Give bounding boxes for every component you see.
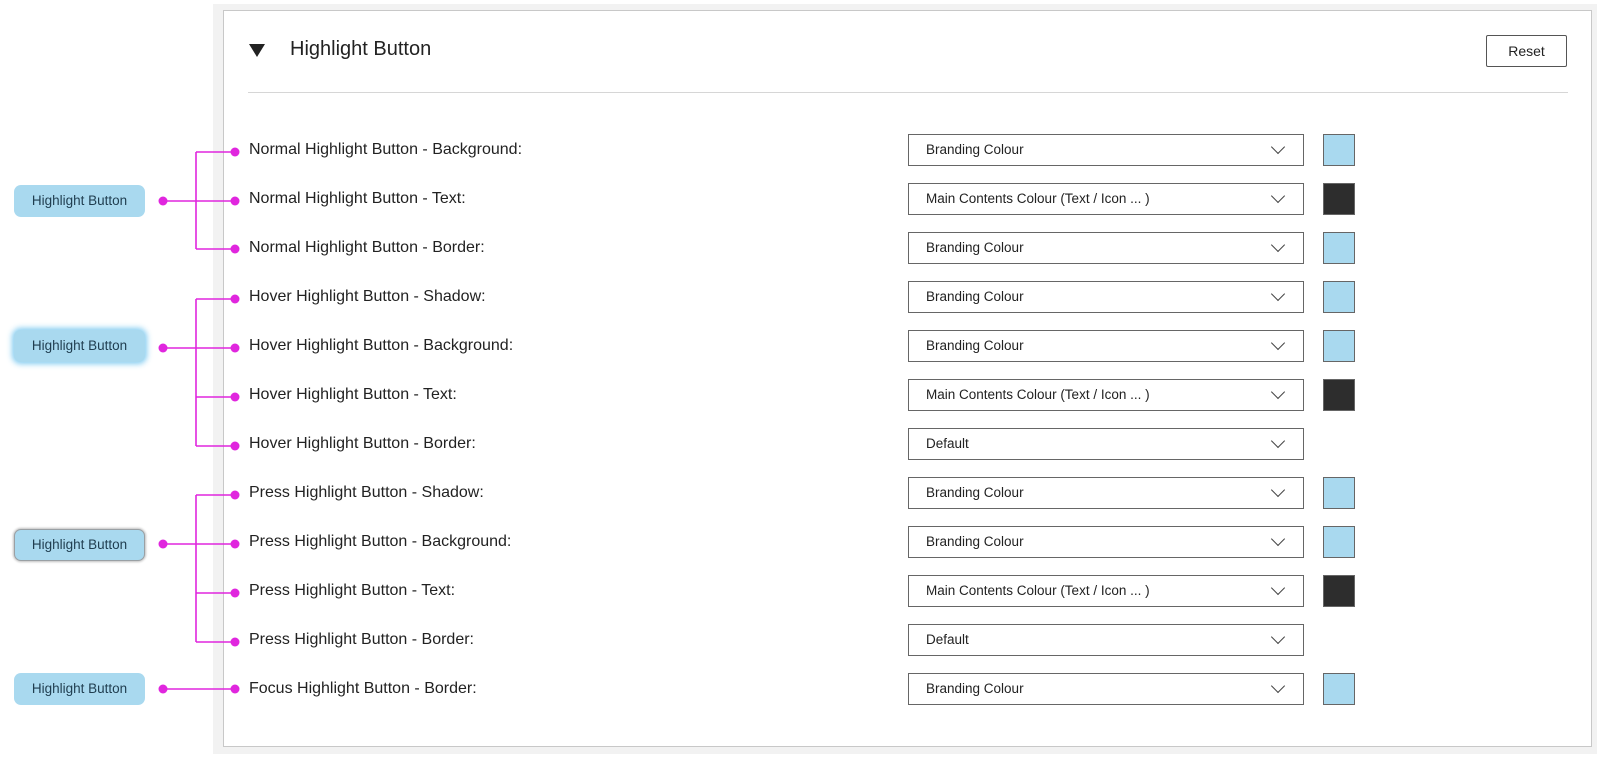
setting-label: Hover Highlight Button - Border: xyxy=(249,435,476,452)
preview-focus-highlight-button[interactable]: Highlight Button xyxy=(14,673,145,705)
select-value: Branding Colour xyxy=(926,534,1024,549)
colour-swatch[interactable] xyxy=(1323,379,1355,411)
connector-group-hover xyxy=(163,299,235,446)
select-value: Branding Colour xyxy=(926,338,1024,353)
setting-row-hover-shadow xyxy=(0,281,1600,313)
colour-select[interactable] xyxy=(908,526,1304,558)
colour-swatch[interactable] xyxy=(1323,673,1355,705)
setting-row-hover-border xyxy=(0,428,1600,460)
colour-select[interactable] xyxy=(908,624,1304,656)
setting-label: Hover Highlight Button - Text: xyxy=(249,386,457,403)
select-value: Branding Colour xyxy=(926,142,1024,157)
colour-swatch[interactable] xyxy=(1323,477,1355,509)
select-value: Branding Colour xyxy=(926,289,1024,304)
colour-swatch[interactable] xyxy=(1323,575,1355,607)
panel-title: Highlight Button xyxy=(290,38,432,60)
colour-select[interactable] xyxy=(908,232,1304,264)
colour-select[interactable] xyxy=(908,428,1304,460)
colour-select[interactable] xyxy=(908,183,1304,215)
chevron-down-icon xyxy=(1271,287,1285,301)
setting-row-normal-text xyxy=(0,183,1600,215)
colour-select[interactable] xyxy=(908,379,1304,411)
setting-label: Press Highlight Button - Border: xyxy=(249,631,474,648)
chevron-down-icon xyxy=(1271,679,1285,693)
setting-row-focus-border xyxy=(0,673,1600,705)
chevron-down-icon xyxy=(1271,434,1285,448)
colour-select[interactable] xyxy=(908,281,1304,313)
connector-dots xyxy=(159,148,240,694)
colour-swatch[interactable] xyxy=(1323,281,1355,313)
setting-row-press-shadow xyxy=(0,477,1600,509)
chevron-down-icon xyxy=(1271,238,1285,252)
colour-swatch[interactable] xyxy=(1323,232,1355,264)
colour-select[interactable] xyxy=(908,673,1304,705)
setting-row-press-border xyxy=(0,624,1600,656)
setting-label: Hover Highlight Button - Background: xyxy=(249,337,514,354)
colour-swatch[interactable] xyxy=(1323,330,1355,362)
chevron-down-icon xyxy=(1271,140,1285,154)
preview-press-highlight-button[interactable]: Highlight Button xyxy=(14,529,145,561)
chevron-down-icon xyxy=(1271,630,1285,644)
setting-row-press-text xyxy=(0,575,1600,607)
setting-row-hover-background xyxy=(0,330,1600,362)
setting-row-press-background xyxy=(0,526,1600,558)
setting-label: Press Highlight Button - Shadow: xyxy=(249,484,484,501)
colour-select[interactable] xyxy=(908,330,1304,362)
setting-row-normal-border xyxy=(0,232,1600,264)
setting-label: Focus Highlight Button - Border: xyxy=(249,680,477,697)
select-value: Branding Colour xyxy=(926,485,1024,500)
reset-button[interactable]: Reset xyxy=(1486,35,1567,67)
setting-row-hover-text xyxy=(0,379,1600,411)
preview-normal-highlight-button[interactable]: Highlight Button xyxy=(14,185,145,217)
chevron-down-icon xyxy=(1271,532,1285,546)
colour-swatch[interactable] xyxy=(1323,183,1355,215)
select-value: Branding Colour xyxy=(926,681,1024,696)
chevron-down-icon xyxy=(1271,581,1285,595)
setting-label: Normal Highlight Button - Text: xyxy=(249,190,466,207)
select-value: Default xyxy=(926,436,969,451)
setting-label: Press Highlight Button - Background: xyxy=(249,533,512,550)
setting-label: Normal Highlight Button - Border: xyxy=(249,239,485,256)
colour-swatch[interactable] xyxy=(1323,526,1355,558)
select-value: Main Contents Colour (Text / Icon ... ) xyxy=(926,191,1150,206)
select-value: Branding Colour xyxy=(926,240,1024,255)
chevron-down-icon xyxy=(1271,189,1285,203)
chevron-down-icon xyxy=(1271,385,1285,399)
select-value: Main Contents Colour (Text / Icon ... ) xyxy=(926,387,1150,402)
chevron-down-icon xyxy=(1271,336,1285,350)
setting-label: Normal Highlight Button - Background: xyxy=(249,141,523,158)
connector-group-press xyxy=(163,495,235,642)
colour-swatch[interactable] xyxy=(1323,134,1355,166)
chevron-down-icon xyxy=(1271,483,1285,497)
colour-select[interactable] xyxy=(908,575,1304,607)
select-value: Default xyxy=(926,632,969,647)
colour-select[interactable] xyxy=(908,477,1304,509)
setting-row-normal-background xyxy=(0,134,1600,166)
preview-hover-highlight-button[interactable]: Highlight Button xyxy=(14,330,145,362)
colour-select[interactable] xyxy=(908,134,1304,166)
setting-label: Hover Highlight Button - Shadow: xyxy=(249,288,486,305)
setting-label: Press Highlight Button - Text: xyxy=(249,582,456,599)
select-value: Main Contents Colour (Text / Icon ... ) xyxy=(926,583,1150,598)
